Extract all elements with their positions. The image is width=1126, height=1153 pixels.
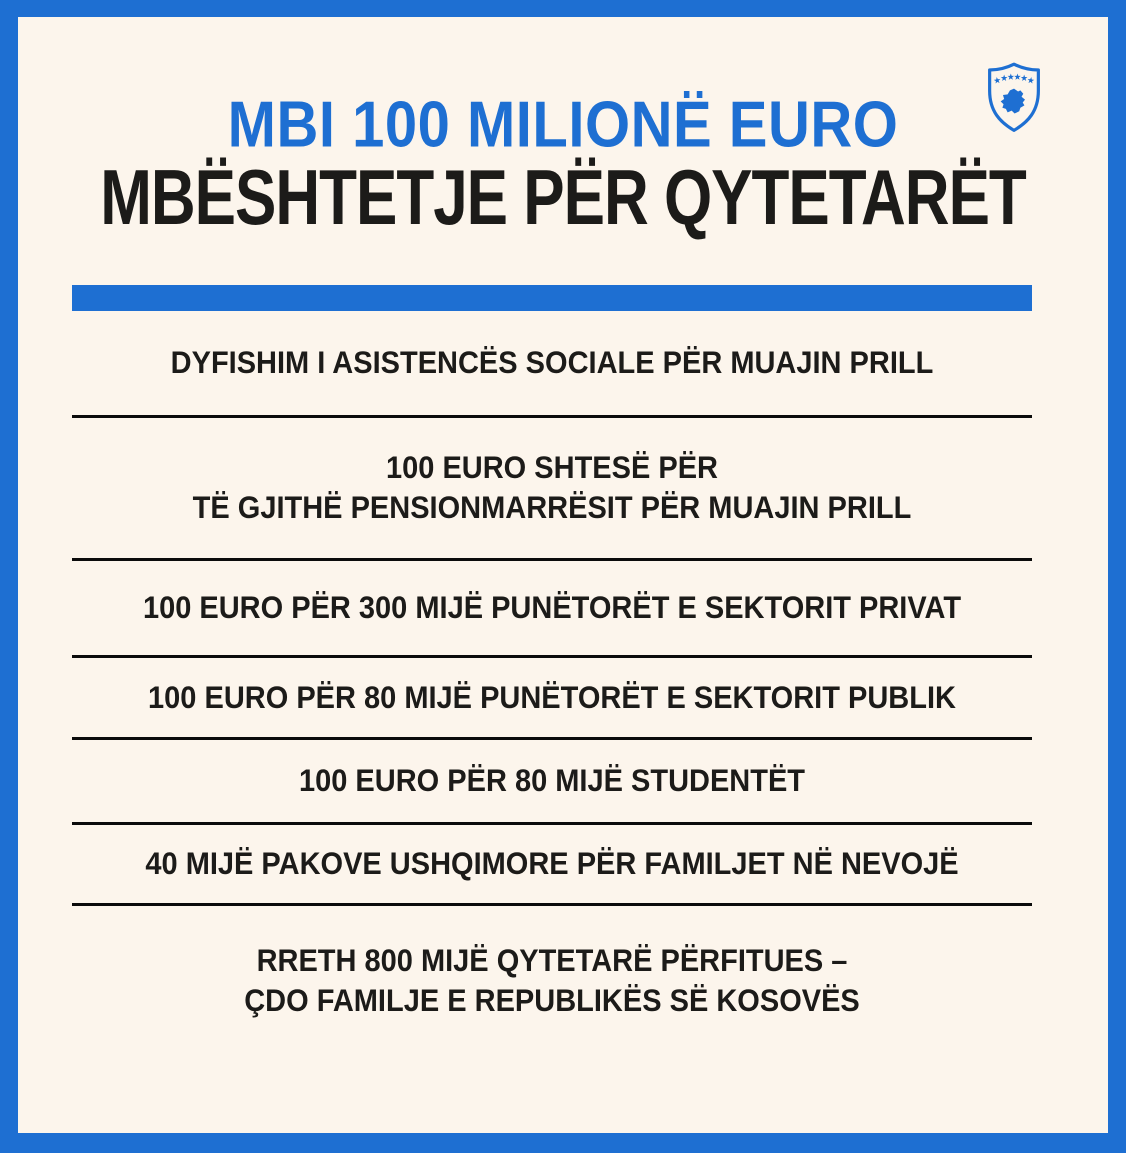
benefit-item-text: 100 EURO PËR 80 MIJË STUDENTËT — [298, 763, 806, 799]
benefit-item-text: TË GJITHË PENSIONMARRËSIT PËR MUAJIN PRILL — [192, 490, 912, 526]
benefit-item-text: 100 EURO SHTESË PËR — [386, 450, 718, 486]
benefit-item-food-packages — [72, 825, 1032, 906]
benefit-item-private-sector — [72, 561, 1032, 658]
poster-canvas — [18, 17, 1108, 1133]
benefit-item-social-assistance — [72, 311, 1032, 418]
benefit-item-total-beneficiaries — [72, 906, 1032, 1056]
benefit-item-public-sector — [72, 658, 1032, 740]
benefit-item-text: RRETH 800 MIJË QYTETARË PËRFITUES – — [256, 943, 848, 979]
benefits-list — [72, 311, 1032, 1056]
poster-subtitle: MBËSHTETJE PËR QYTETARËT — [100, 155, 1026, 242]
benefit-item-text: 100 EURO PËR 300 MIJË PUNËTORËT E SEKTORIT PRIVAT — [142, 590, 962, 626]
benefit-item-pensioners — [72, 418, 1032, 561]
accent-bar — [72, 285, 1032, 311]
poster-title: MBI 100 MILIONË EURO — [227, 88, 899, 161]
benefit-item-text: DYFISHIM I ASISTENCËS SOCIALE PËR MUAJIN PRILL — [170, 345, 934, 381]
benefit-item-text: 40 MIJË PAKOVE USHQIMORE PËR FAMILJET NË NEVOJË — [145, 846, 959, 882]
benefit-item-text: ÇDO FAMILJE E REPUBLIKËS SË KOSOVËS — [244, 983, 860, 1019]
benefit-item-text: 100 EURO PËR 80 MIJË PUNËTORËT E SEKTORIT PUBLIK — [148, 679, 956, 716]
benefit-item-students — [72, 740, 1032, 825]
